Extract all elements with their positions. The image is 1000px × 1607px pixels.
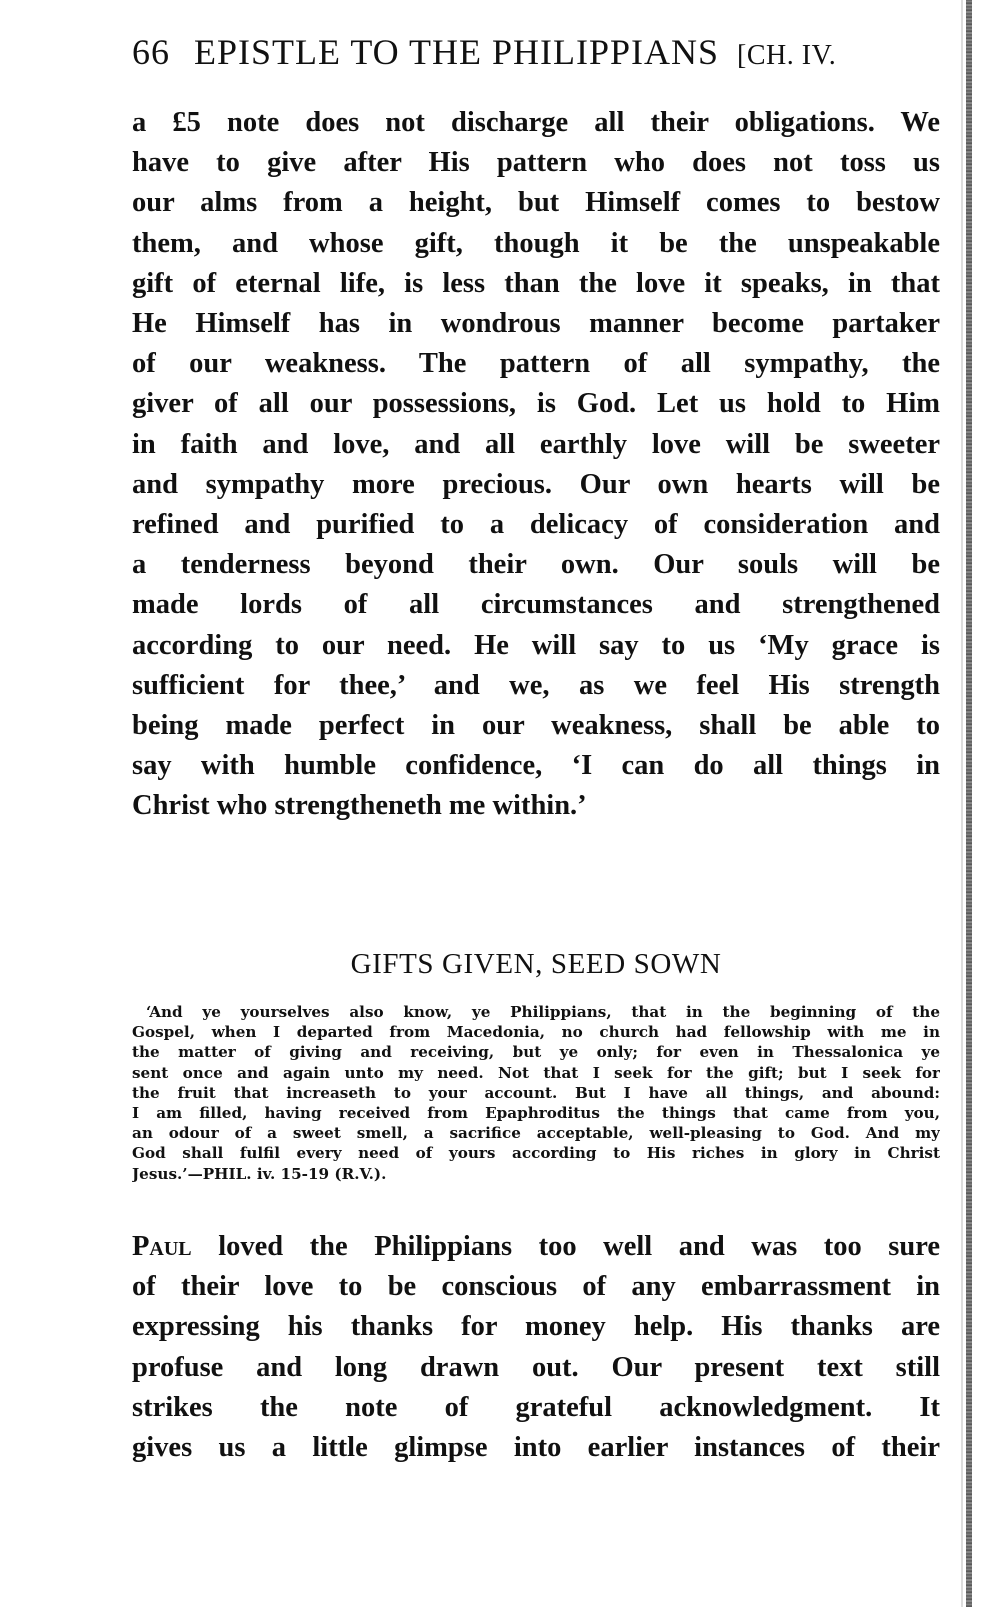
text-line: Christ who strengtheneth me within.’ — [132, 790, 587, 822]
lead-word: Paul — [132, 1231, 192, 1262]
text-line: strikes the note of grateful acknowledgment. It — [132, 1391, 940, 1423]
epigraph-line: sent once and again unto my need. Not that I seek for the gift; but I seek for — [132, 1063, 940, 1082]
page-edge — [966, 0, 972, 1607]
text-line: have to give after His pattern who does not toss us — [132, 147, 940, 179]
text-line: sufficient for thee,’ and we, as we feel His strength — [132, 669, 940, 701]
running-header — [132, 30, 962, 78]
text-line: gift of eternal life, is less than the love it speaks, in that — [132, 267, 940, 299]
text-line: He Himself has in wondrous manner become partaker — [132, 308, 940, 340]
running-title: EPISTLE TO THE PHILIPPIANS — [194, 32, 720, 72]
epigraph-line: Jesus.’—PHIL. iv. 15-19 (R.V.). — [132, 1164, 387, 1183]
text-line: being made perfect in our weakness, shall be able to — [132, 710, 940, 742]
epigraph-line: Gospel, when I departed from Macedonia, no church had fellowship with me in — [132, 1023, 940, 1042]
epigraph-line: God shall fulfil every need of yours according to His riches in glory in Christ — [132, 1144, 940, 1163]
text-line: our alms from a height, but Himself comes to bestow — [132, 187, 940, 219]
section-heading: GIFTS GIVEN, SEED SOWN — [350, 948, 722, 980]
epigraph-line: ‘And ye yourselves also know, ye Philippians, that in the beginning of the — [146, 1003, 940, 1021]
text-line: in faith and love, and all earthly love will be sweeter — [132, 428, 940, 460]
epigraph-line: I am filled, having received from Epaphroditus the things that came from you, — [132, 1104, 940, 1123]
text-line: gives us a little glimpse into earlier instances of their — [132, 1432, 940, 1464]
paragraph-continuation — [132, 103, 940, 827]
text-line: and sympathy more precious. Our own hearts will be — [132, 468, 940, 500]
text-line: giver of all our possessions, is God. Let us hold to Him — [132, 388, 940, 420]
epigraph-line: the matter of giving and receiving, but ye only; for even in Thessalonica ye — [132, 1043, 940, 1062]
text-line: a tenderness beyond their own. Our souls will be — [132, 549, 940, 581]
paragraph-opening — [132, 1227, 940, 1468]
text-fragment: loved the Philippians too well and was too sure — [191, 1231, 940, 1262]
text-line: expressing his thanks for money help. His thanks are — [132, 1311, 940, 1343]
text-line: profuse and long drawn out. Our present text still — [132, 1351, 940, 1383]
text-line: made lords of all circumstances and strengthened — [132, 589, 940, 621]
page-number: 66 — [132, 32, 170, 72]
text-line: them, and whose gift, though it be the unspeakable — [132, 227, 940, 259]
epigraph-line: an odour of a sweet smell, a sacrifice acceptable, well-pleasing to God. And my — [132, 1124, 940, 1143]
text-line: say with humble confidence, ‘I can do all things in — [132, 750, 940, 782]
epigraph-line: the fruit that increaseth to your account. But I have all things, and abound: — [132, 1083, 940, 1102]
text-line — [132, 1227, 940, 1267]
page-edge-shadow — [961, 0, 963, 1607]
text-line: of our weakness. The pattern of all sympathy, the — [132, 348, 940, 380]
text-line: refined and purified to a delicacy of consideration and — [132, 509, 940, 541]
scripture-epigraph — [132, 1002, 940, 1184]
text-line: of their love to be conscious of any embarrassment in — [132, 1271, 940, 1303]
chapter-marker: [CH. IV. — [737, 40, 837, 71]
text-line: according to our need. He will say to us ‘My grace is — [132, 629, 940, 661]
text-line: a £5 note does not discharge all their obligations. We — [132, 107, 940, 138]
